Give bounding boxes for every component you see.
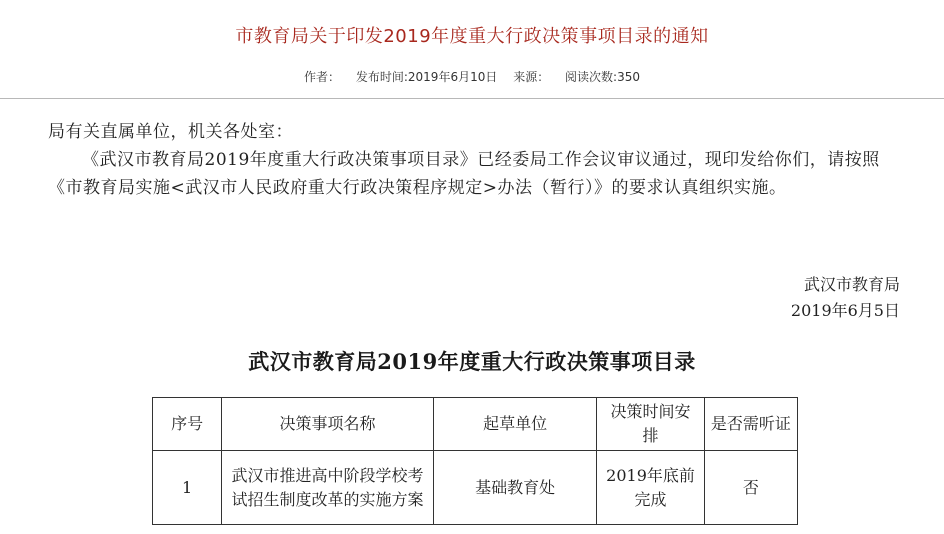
cell-seq: 1 (153, 451, 222, 525)
header-item-name: 决策事项名称 (222, 398, 434, 451)
signature-date: 2019年6月5日 (790, 301, 900, 320)
signature-org: 武汉市教育局 (803, 275, 900, 294)
table-row (153, 451, 798, 525)
meta-publish-time: 发布时间:2019年6月10日 (355, 70, 498, 84)
catalog-title: 武汉市教育局2019年度重大行政决策事项目录 (248, 349, 696, 374)
cell-schedule: 2019年底前完成 (597, 451, 704, 525)
table-header-row (153, 398, 798, 451)
cell-drafting-unit: 基础教育处 (433, 451, 597, 525)
body-paragraph: 《武汉市教育局2019年度重大行政决策事项目录》已经委局工作会议审议通过，现印发给你们，请按照《市教育局实施<武汉市人民政府重大行政决策程序规定>办法（暂行）》的要求认真组织实施。 (48, 150, 880, 198)
header-seq: 序号 (153, 398, 222, 451)
notice-meta (0, 68, 944, 85)
header-hearing: 是否需听证 (704, 398, 797, 451)
meta-source: 来源： (513, 70, 550, 84)
cell-item-name: 武汉市推进高中阶段学校考试招生制度改革的实施方案 (222, 451, 434, 525)
catalog-table (152, 397, 798, 525)
header-divider (0, 98, 944, 99)
meta-reads: 阅读次数:350 (565, 70, 640, 84)
notice-body (48, 118, 908, 202)
meta-author: 作者： (304, 70, 341, 84)
salutation: 局有关直属单位，机关各处室： (48, 122, 293, 142)
header-drafting-unit: 起草单位 (433, 398, 597, 451)
notice-title: 市教育局关于印发2019年度重大行政决策事项目录的通知 (235, 26, 709, 47)
header-schedule: 决策时间安排 (597, 398, 704, 451)
cell-hearing: 否 (704, 451, 797, 525)
